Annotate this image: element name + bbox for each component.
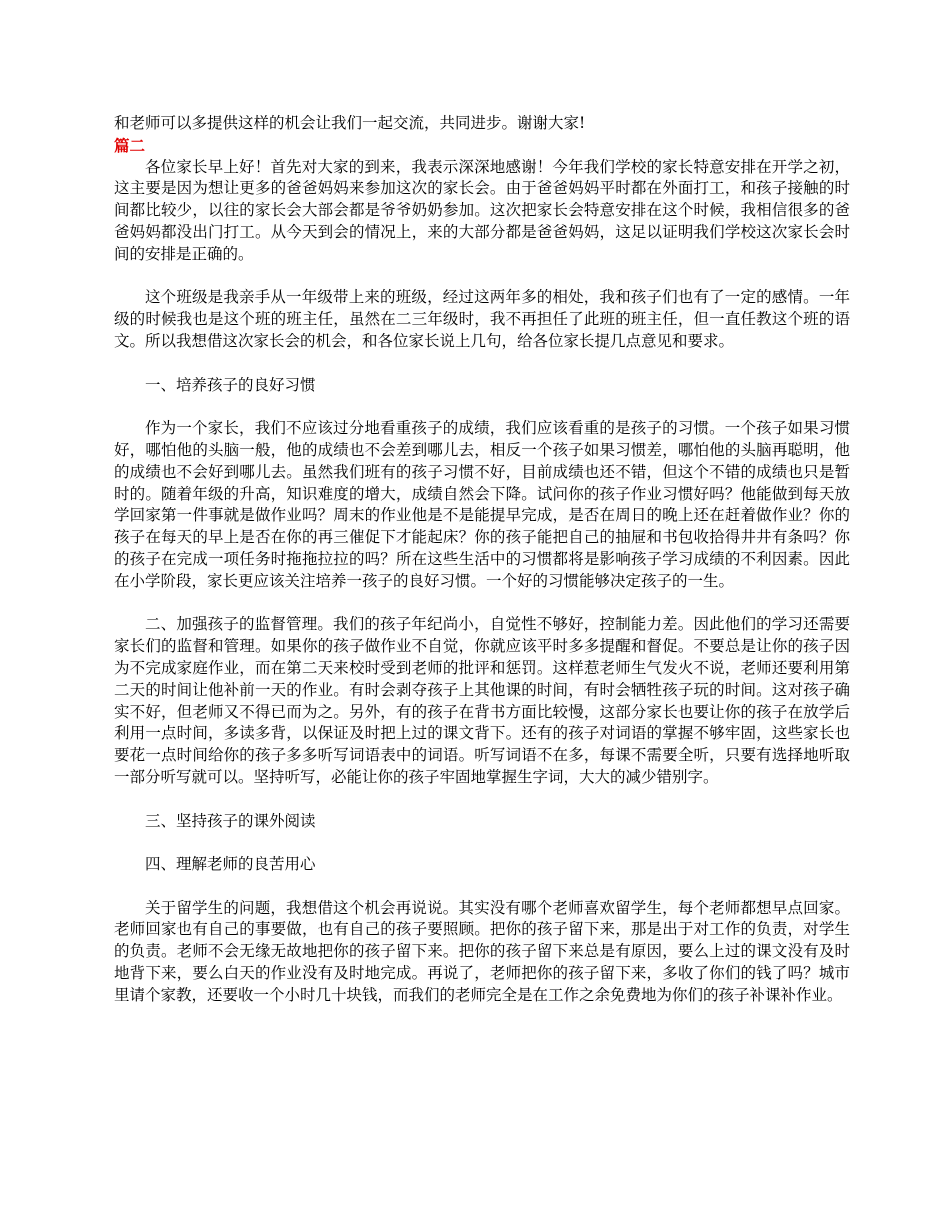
subheading-reading: 三、坚持孩子的课外阅读 [145,811,316,830]
subheading-habits: 一、培养孩子的良好习惯 [145,375,316,394]
paragraph-greeting: 各位家长早上好！首先对大家的到来，我表示深深地感谢！今年我们学校的家长特意安排在开学之初，这主要是因为想让更多的爸爸妈妈来参加这次的家长会。由于爸爸妈妈平时都在外面打工，和孩子接触的时间都比较少，以往的家长会大部会都是爷爷奶奶参加。这次把家长会特意安排在这个时候，我相信很多的爸爸妈妈都没出门打工。从今天到会的情况上，来的大部分都是爸爸妈妈，这足以证明我们学校这次家长会时间的安排是正确的。 [114,157,850,263]
paragraph-class-history: 这个班级是我亲手从一年级带上来的班级，经过这两年多的相处，我和孩子们也有了一定的感情。一年级的时候我也是这个班的班主任，虽然在二三年级时，我不再担任了此班的班主任，但一直任教这个班的语文。所以我想借这次家长会的机会，和各位家长说上几句，给各位家长提几点意见和要求。 [114,288,850,350]
section-title: 篇二 [114,135,146,155]
paragraph-habits: 作为一个家长，我们不应该过分地看重孩子的成绩，我们应该看重的是孩子的习惯。一个孩子如果习惯好，哪怕他的头脑一般，他的成绩也不会差到哪儿去，相反一个孩子如果习惯差，哪怕他的头脑再聪明，他的成绩也不会好到哪儿去。虽然我们班有的孩子习惯不好，目前成绩也还不错，但这个不错的成绩也只是暂时的。随着年级的升高，知识难度的增大，成绩自然会下降。试问你的孩子作业习惯好吗？他能做到每天放学回家第一件事就是做作业吗？周末的作业他是不是能提早完成，是否在周日的晚上还在赶着做作业？你的孩子在每天的早上是否在你的再三催促下才能起床？你的孩子能把自己的抽屉和书包收拾得井井有条吗？你的孩子在完成一项任务时拖拖拉拉的吗？所在这些生活中的习惯都将是影响孩子学习成绩的不利因素。因此在小学阶段，家长更应该关注培养一孩子的良好习惯。一个好的习惯能够决定孩子的一生。 [114,419,850,590]
document-page [114,113,850,1007]
continuation-line: 和老师可以多提供这样的机会让我们一起交流，共同进步。谢谢大家! [114,114,586,132]
subheading-understanding: 四、理解老师的良苦用心 [145,855,316,874]
paragraph-after-school: 关于留学生的问题，我想借这个机会再说说。其实没有哪个老师喜欢留学生，每个老师都想早点回家。老师回家也有自己的事要做，也有自己的孩子要照顾。把你的孩子留下来，那是出于对工作的负责，对学生的负责。老师不会无缘无故地把你的孩子留下来。把你的孩子留下来总是有原因，要么上过的课文没有及时地背下来，要么白天的作业没有及时地完成。再说了，老师把你的孩子留下来，多收了你们的钱了吗？城市里请个家教，还要收一个小时几十块钱，而我们的老师完全是在工作之余免费地为你们的孩子补课补作业。 [114,898,850,1004]
paragraph-supervision: 二、加强孩子的监督管理。我们的孩子年纪尚小，自觉性不够好，控制能力差。因此他们的学习还需要家长们的监督和管理。如果你的孩子做作业不自觉，你就应该平时多多提醒和督促。不要总是让你的孩子因为不完成家庭作业，而在第二天来校时受到老师的批评和惩罚。这样惹老师生气发火不说，老师还要利用第二天的时间让他补前一天的作业。有时会剥夺孩子上其他课的时间，有时会牺牲孩子玩的时间。这对孩子确实不好，但老师又不得已而为之。另外，有的孩子在背书方面比较慢，这部分家长也要让你的孩子在放学后利用一点时间，多读多背，以保证及时把上过的课文背下。还有的孩子对词语的掌握不够牢固，这些家长也要花一点时间给你的孩子多多听写词语表中的词语。听写词语不在多，每课不需要全听，只要有选择地听取一部分听写就可以。坚持听写，必能让你的孩子牢固地掌握生字词，大大的减少错别字。 [114,615,850,786]
